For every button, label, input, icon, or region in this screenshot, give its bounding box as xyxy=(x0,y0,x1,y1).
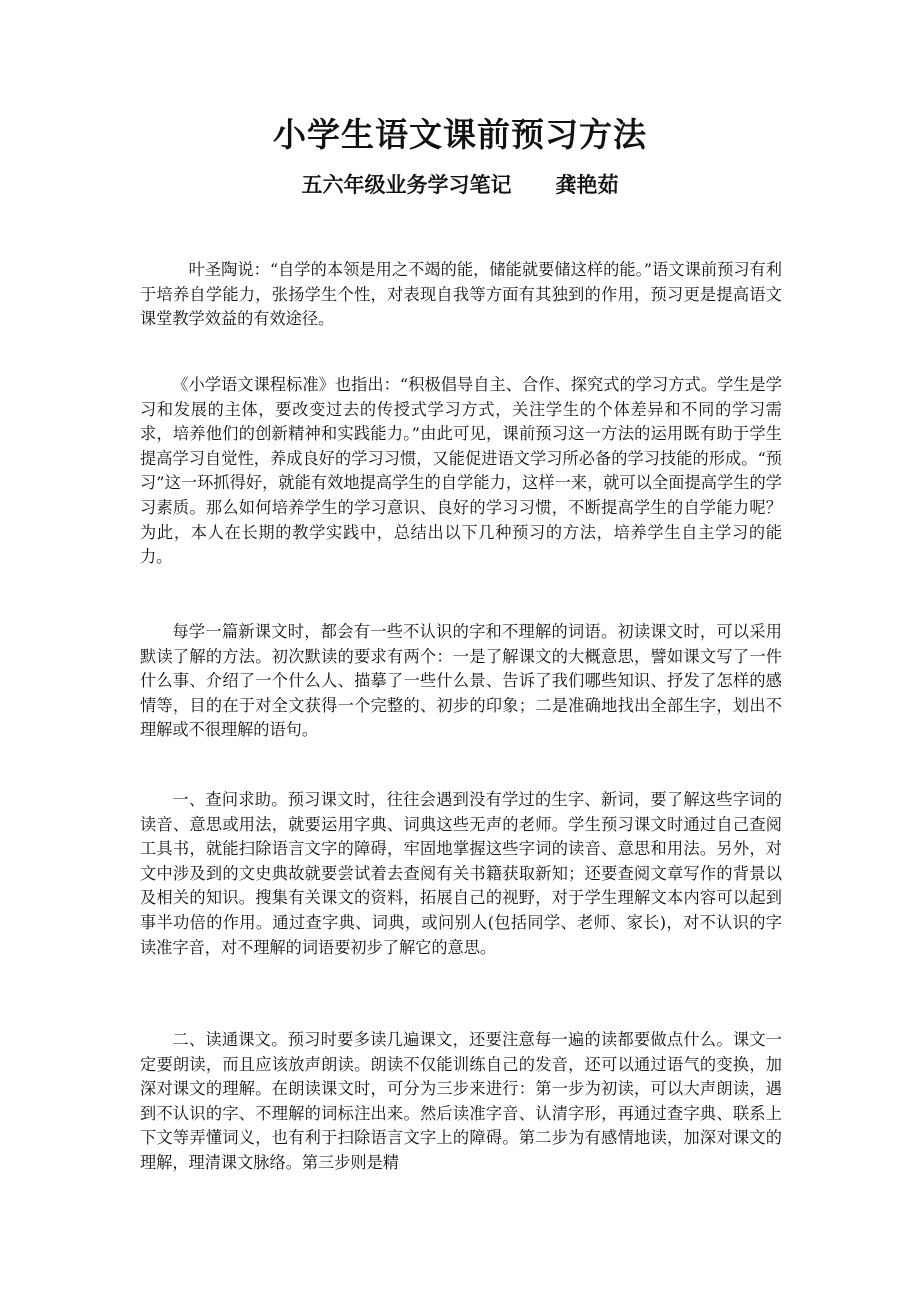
paragraph-method-two: 二、读通课文。预习时要多读几遍课文，还要注意每一遍的读都要做点什么。课文一定要朗读，而且应该放声朗读。朗读不仅能训练自己的发音，还可以通过语气的变换，加深对课文的理解。在朗读课文时，可分为三步来进行：第一步为初读，可以大声朗读，遇到不认识的字、不理解的词标注出来。然后读准字音、认清字形，再通过查字典、联系上下文等弄懂词义，也有利于扫除语言文字上的障碍。第二步为有感情地读，加深对课文的理解，理清课文脉络。第三步则是精 xyxy=(140,1030,782,1172)
paragraph-silent-reading: 每学一篇新课文时，都会有一些不认识的字和不理解的词语。初读课文时，可以采用默读了解的方法。初次默读的要求有两个：一是了解课文的大概意思，譬如课文写了一件什么事、介绍了一个什么人、描摹了一些什么景、告诉了我们哪些知识、抒发了怎样的感情等，目的在于对全文获得一个完整的、初步的印象；二是准确地找出全部生字，划出不理解或不很理解的语句。 xyxy=(140,622,782,740)
subtitle-main: 五六年级业务学习笔记 xyxy=(301,172,512,197)
paragraph-intro-quote: 叶圣陶说：“自学的本领是用之不竭的能，储能就要储这样的能。”语文课前预习有利于培养自学能力，张扬学生个性，对表现自我等方面有其独到的作用，预习更是提高语文课堂教学效益的有效途径。 xyxy=(140,260,782,329)
subtitle-author: 龚艳茹 xyxy=(555,172,619,197)
document-subtitle xyxy=(0,170,920,200)
document-title: 小学生语文课前预习方法 xyxy=(273,115,647,154)
paragraph-method-one: 一、查问求助。预习课文时，往往会遇到没有学过的生字、新词，要了解这些字词的读音、意思或用法，就要运用字典、词典这些无声的老师。学生预习课文时通过自己查阅工具书，就能扫除语言文字的障碍，牢固地掌握这些字词的读音、意思和用法。另外，对文中涉及到的文史典故就要尝试着去查阅有关书籍获取新知；还要查阅文章写作的背景以及相关的知识。搜集有关课文的资料，拓展自己的视野，对于学生理解文本内容可以起到事半功倍的作用。通过查字典、词典，或问别人(包括同学、老师、家长)，对不认识的字读准字音，对不理解的词语要初步了解它的意思。 xyxy=(140,790,782,957)
paragraph-curriculum-standard: 《小学语文课程标准》也指出：“积极倡导自主、合作、探究式的学习方式。学生是学习和发展的主体，要改变过去的传授式学习方式，关注学生的个体差异和不同的学习需求，培养他们的创新精神和实践能力。”由此可见，课前预习这一方法的运用既有助于学生提高学习自觉性，养成良好的学习习惯，又能促进语文学习所必备的学习技能的形成。“预习”这一环抓得好，就能有效地提高学生的自学能力，这样一来，就可以全面提高学生的学习素质。那么如何培养学生的学习意识、良好的学习习惯，不断提高学生的自学能力呢？为此，本人在长期的教学实践中，总结出以下几种预习的方法，培养学生自主学习的能力。 xyxy=(140,375,782,567)
